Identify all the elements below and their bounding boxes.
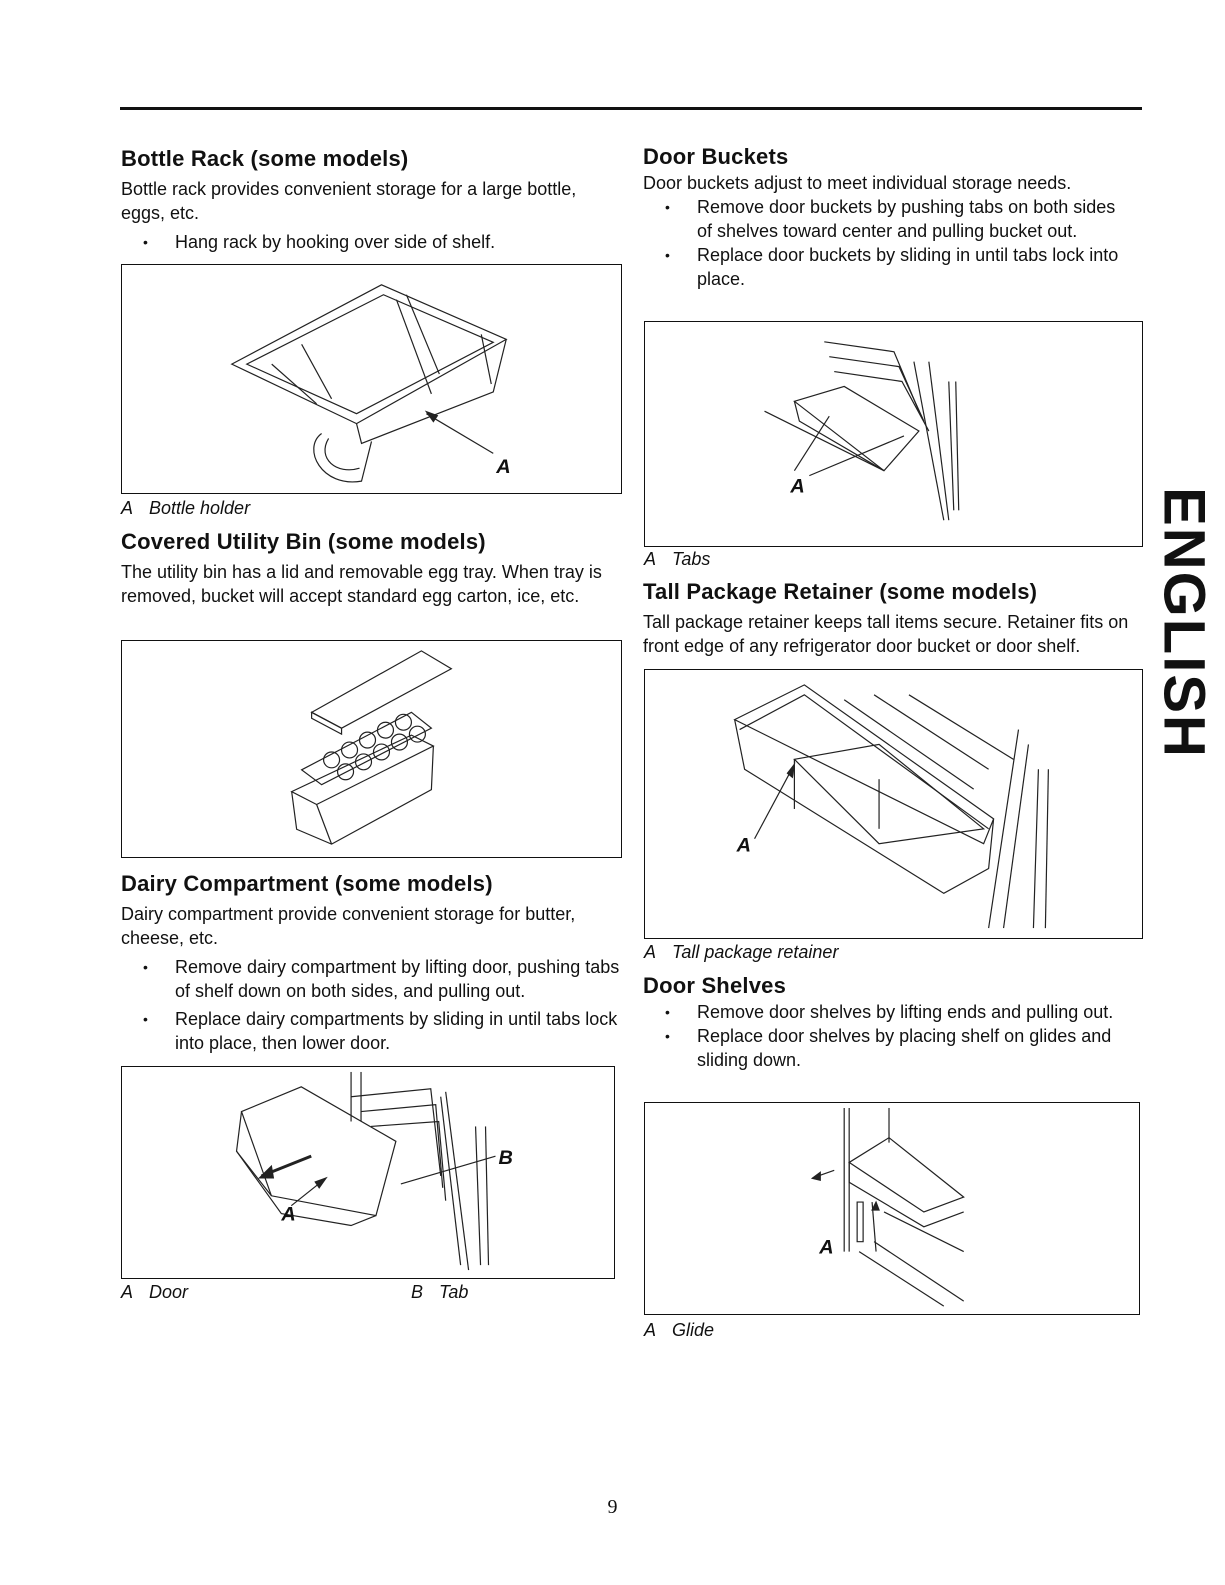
svg-text:A: A <box>281 1203 296 1226</box>
bullet-item: • Remove door shelves by lifting ends and pulling out. <box>665 1002 1114 1022</box>
utility-bin-heading: Covered Utility Bin (some models) <box>121 529 486 554</box>
door-buckets-figure <box>644 321 1143 547</box>
language-side-tab: ENGLISH <box>1151 487 1217 759</box>
door-buckets-heading: Door Buckets <box>643 144 789 169</box>
dairy-caption-a: A Door <box>121 1282 189 1302</box>
svg-text:B: B <box>498 1147 513 1170</box>
bullet-item: • Replace door buckets by sliding in until tabs lock into place. <box>665 245 1119 289</box>
utility-bin-figure <box>121 640 622 858</box>
dairy-caption-b: B Tab <box>411 1282 469 1302</box>
dairy-body: Dairy compartment provide convenient storage for butter, cheese, etc. <box>121 904 576 948</box>
bullet-item: • Replace dairy compartments by sliding in until tabs lock into place, then lower door. <box>143 1009 618 1053</box>
svg-text:A: A <box>819 1236 834 1259</box>
bottle-rack-heading: Bottle Rack (some models) <box>121 146 409 171</box>
svg-text:A: A <box>790 475 805 498</box>
door-shelves-figure <box>644 1102 1140 1315</box>
bottle-rack-bullets <box>121 230 621 254</box>
tall-package-caption: A Tall package retainer <box>644 942 839 962</box>
door-buckets-bullets <box>643 195 1133 291</box>
dairy-figure <box>121 1066 615 1279</box>
bullet-item: • Hang rack by hooking over side of shelf. <box>143 232 496 252</box>
door-shelves-caption: A Glide <box>644 1320 715 1340</box>
bottle-rack-caption: A Bottle holder <box>121 498 251 518</box>
bottle-rack-figure <box>121 264 622 494</box>
door-shelves-heading: Door Shelves <box>643 973 787 998</box>
tall-package-heading: Tall Package Retainer (some models) <box>643 579 1038 604</box>
dairy-bullets <box>121 955 621 1055</box>
door-buckets-caption: A Tabs <box>644 549 711 569</box>
page-number: 9 <box>607 1496 618 1518</box>
svg-text:A: A <box>496 456 511 479</box>
bottle-rack-body: Bottle rack provides convenient storage for a large bottle, eggs, etc. <box>121 179 577 223</box>
bullet-item: • Remove door buckets by pushing tabs on both sides of shelves toward center and pulling bucket out. <box>665 197 1116 241</box>
svg-text:A: A <box>736 834 751 857</box>
tall-package-figure <box>644 669 1143 939</box>
bullet-item: • Replace door shelves by placing shelf on glides and sliding down. <box>665 1026 1112 1070</box>
door-shelves-bullets <box>643 1000 1133 1072</box>
utility-bin-body: The utility bin has a lid and removable egg tray. When tray is removed, bucket will accept standard egg carton, ice, etc. <box>121 562 602 606</box>
tall-package-body: Tall package retainer keeps tall items secure. Retainer fits on front edge of any refrigerator door bucket or door shelf. <box>643 612 1129 656</box>
header-rule <box>120 107 1142 110</box>
dairy-heading: Dairy Compartment (some models) <box>121 871 493 896</box>
bullet-item: • Remove dairy compartment by lifting door, pushing tabs of shelf down on both sides, and pulling out. <box>143 957 620 1001</box>
door-buckets-body: Door buckets adjust to meet individual storage needs. <box>643 173 1072 193</box>
